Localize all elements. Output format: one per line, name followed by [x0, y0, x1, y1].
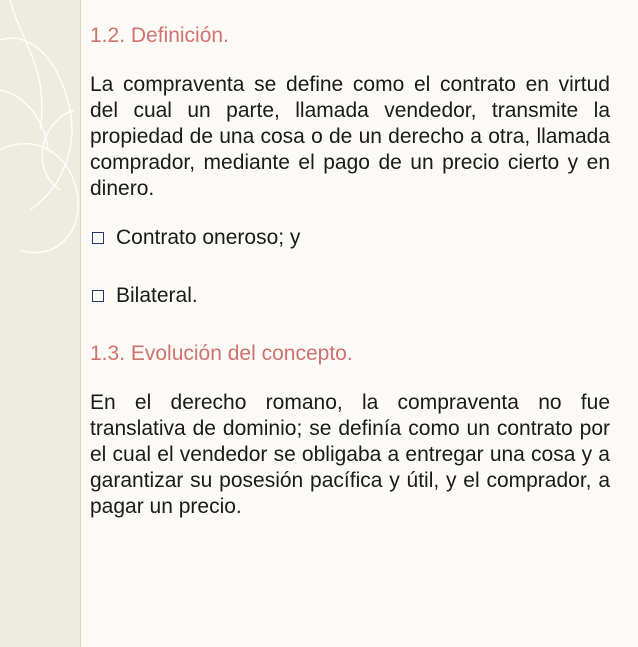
decorative-swirl-graphic: [0, 0, 80, 647]
checkbox-bullet-icon: [92, 290, 104, 302]
section-heading-evolucion: 1.3. Evolución del concepto.: [90, 342, 353, 365]
bullet-item: [90, 224, 610, 252]
section-heading-definicion: 1.2. Definición.: [90, 24, 229, 47]
bullet-label: Bilateral.: [116, 284, 198, 307]
decorative-sidebar: [0, 0, 81, 647]
definition-paragraph: La compraventa se define como el contrato en virtud del cual un parte, llamada vendedor, transmite la propiedad de una cosa o de un derecho a otra, llamada comprador, mediante el pago de un precio cierto y en dinero.: [90, 73, 610, 200]
checkbox-bullet-icon: [92, 232, 104, 244]
evolution-paragraph: En el derecho romano, la compraventa no fue translativa de dominio; se definía como un contrato por el cual el vendedor se obligaba a entregar una cosa y a garantizar su posesión pacífica y útil, y el comprador, a pagar un precio.: [90, 391, 610, 518]
slide-content: [90, 22, 610, 542]
bullet-label: Contrato oneroso; y: [116, 226, 301, 249]
bullet-item: [90, 282, 610, 310]
